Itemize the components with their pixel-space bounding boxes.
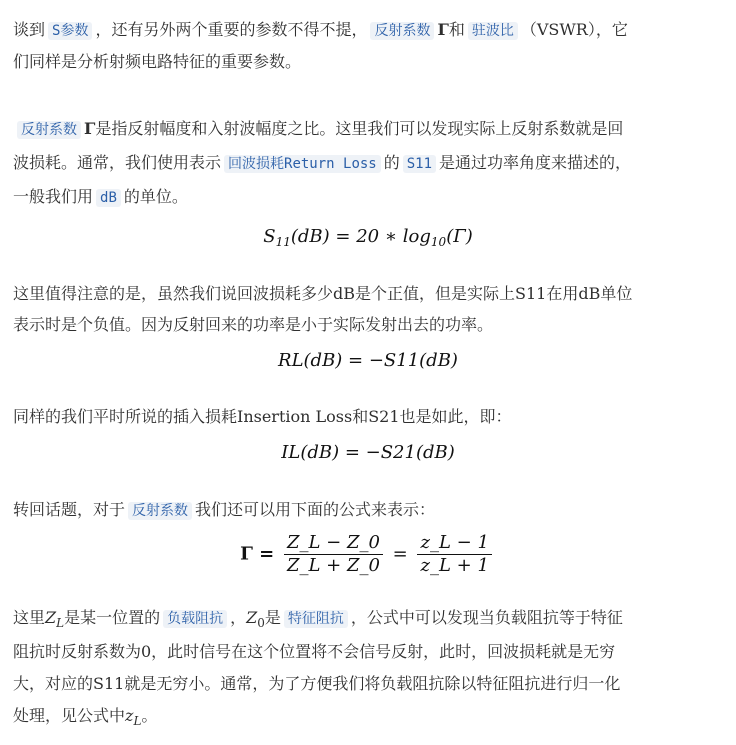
- text: 转回话题，对于: [13, 500, 126, 519]
- text: 和: [448, 20, 465, 39]
- text: 是指反射幅度和入射波幅度之比。这里我们可以发现实际上反射系数就是回: [95, 119, 624, 138]
- paragraph-6-line-3: 大，对应的S11就是无穷小。通常，为了方便我们将负载阻抗除以特征阻抗进行归一化: [13, 674, 621, 693]
- inline-code-reflection-coefficient: 反射系数: [370, 22, 434, 40]
- paragraph-3-line-2: 表示时是个负值。因为反射回来的功率是小于实际发射出去的功率。: [13, 315, 494, 334]
- inline-code-s-params: S参数: [48, 22, 92, 40]
- inline-code-characteristic-impedance: 特征阻抗: [284, 610, 348, 628]
- text: 的: [383, 153, 400, 172]
- numerator: Z_L − Z_0: [284, 532, 383, 555]
- math-symbol: z: [125, 706, 134, 725]
- math-subscript: L: [56, 616, 65, 630]
- numerator: z_L − 1: [417, 532, 491, 555]
- math-symbol: S: [263, 226, 276, 247]
- paragraph-2-line-2: [13, 152, 631, 175]
- paragraph-2-line-1: [13, 118, 623, 141]
- math-subscript: L: [133, 714, 142, 728]
- text: 是: [264, 608, 281, 627]
- text: 这里: [13, 608, 46, 627]
- denominator: z_L + 1: [420, 555, 489, 576]
- math-subscript: 11: [275, 235, 291, 249]
- equation-insertion-loss: IL(dB) = −S21(dB): [281, 442, 455, 463]
- text: 一般我们用: [13, 187, 94, 206]
- math-symbol: Z: [246, 608, 258, 627]
- text: ，还有另外两个重要的参数不得不提，: [95, 20, 368, 39]
- inline-code-s11: S11: [403, 155, 436, 173]
- text: 波损耗。通常，我们使用表示: [13, 153, 222, 172]
- math-equals: =: [392, 543, 408, 565]
- math-text: (Γ): [446, 226, 473, 247]
- gamma-symbol: Γ: [84, 119, 96, 138]
- text: 是通过功率角度来描述的，: [439, 153, 632, 172]
- paragraph-1-line-1: [13, 19, 628, 42]
- math-subscript: 0: [257, 616, 265, 630]
- gamma-symbol: Γ: [437, 20, 449, 39]
- math-symbol: Z: [45, 608, 57, 627]
- fraction-2: [417, 532, 491, 577]
- text: ，公式中可以发现当负载阻抗等于特征: [350, 608, 623, 627]
- paragraph-6-line-1: [13, 607, 623, 634]
- inline-code-return-loss: 回波损耗Return Loss: [224, 155, 381, 173]
- math-text: (dB) = 20 ∗ log: [290, 226, 431, 247]
- equation-return-loss: RL(dB) = −S11(dB): [278, 350, 458, 371]
- paragraph-3-line-1: 这里值得注意的是，虽然我们说回波损耗多少dB是个正值，但是实际上S11在用dB单位: [13, 284, 633, 303]
- math-lhs: Γ =: [240, 543, 275, 565]
- inline-code-reflection-coefficient: 反射系数: [17, 121, 81, 139]
- inline-code-reflection-coefficient: 反射系数: [128, 502, 192, 520]
- inline-code-db: dB: [96, 189, 121, 207]
- inline-code-load-impedance: 负载阻抗: [163, 610, 227, 628]
- paragraph-6-line-4: [13, 705, 157, 732]
- text: 我们还可以用下面的公式来表示：: [195, 500, 436, 519]
- text: （VSWR），它: [520, 20, 628, 39]
- text: ，: [230, 608, 247, 627]
- paragraph-2-line-3: [13, 186, 188, 209]
- paragraph-6-line-2: 阻抗时反射系数为0，此时信号在这个位置将不会信号反射，此时，回波损耗就是无穷: [13, 642, 616, 661]
- paragraph-1-line-2: 们同样是分析射频电路特征的重要参数。: [13, 52, 302, 71]
- inline-code-vswr: 驻波比: [468, 22, 518, 40]
- text: 处理，见公式中: [13, 706, 126, 725]
- denominator: Z_L + Z_0: [286, 555, 380, 576]
- paragraph-5: [13, 499, 435, 522]
- equation-s11-db: [0, 226, 736, 249]
- text: 谈到: [13, 20, 46, 39]
- fraction-1: [284, 532, 383, 577]
- text: 是某一位置的: [64, 608, 161, 627]
- math-subscript: 10: [430, 235, 447, 249]
- paragraph-4: 同样的我们平时所说的插入损耗Insertion Loss和S21也是如此，即：: [13, 407, 512, 426]
- equation-gamma-fraction: [0, 532, 736, 577]
- text: 。: [141, 706, 158, 725]
- text: 的单位。: [123, 187, 188, 206]
